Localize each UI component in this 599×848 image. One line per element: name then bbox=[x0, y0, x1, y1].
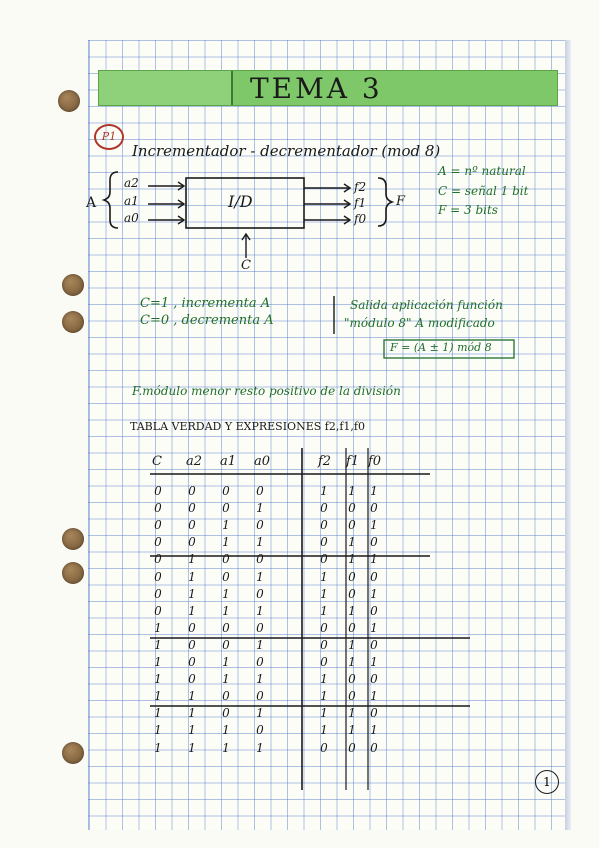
table-cell: 1 bbox=[370, 655, 378, 669]
table-cell: 0 bbox=[256, 620, 264, 635]
table-cell: 1 bbox=[154, 620, 162, 635]
table-cell: 1 bbox=[348, 603, 356, 618]
table-cell: 0 bbox=[188, 518, 196, 533]
table-cell: 0 bbox=[222, 689, 230, 704]
table-cell: 0 bbox=[256, 552, 264, 567]
table-cell: 1 bbox=[370, 620, 378, 635]
table-cell: 0 bbox=[370, 672, 378, 687]
table-cell: 0 bbox=[188, 655, 196, 669]
table-cell: 1 bbox=[348, 655, 356, 669]
table-cell: 0 bbox=[154, 535, 162, 550]
problem-tag: P1 bbox=[94, 124, 124, 150]
table-cell: 0 bbox=[222, 501, 230, 516]
table-cell: 1 bbox=[222, 586, 230, 601]
table-cell: 1 bbox=[320, 689, 328, 704]
table-cell: 0 bbox=[370, 637, 378, 652]
table-cell: 0 bbox=[320, 620, 328, 635]
table-cell: 0 bbox=[370, 706, 378, 721]
table-cell: 1 bbox=[320, 723, 328, 738]
control-label: C bbox=[241, 258, 251, 273]
table-cell: 1 bbox=[320, 484, 328, 498]
table-cell: 1 bbox=[188, 706, 196, 721]
output-f2: f2 bbox=[354, 180, 367, 194]
table-cell: 1 bbox=[256, 501, 264, 516]
table-cell: 1 bbox=[256, 637, 264, 652]
definition-c: C = señal 1 bit bbox=[438, 184, 529, 198]
input-a1: a1 bbox=[124, 194, 139, 208]
table-cell: 0 bbox=[222, 552, 230, 567]
table-cell: 1 bbox=[154, 689, 162, 704]
input-bus-label: A bbox=[86, 195, 97, 211]
table-cell: 1 bbox=[320, 569, 328, 584]
table-header-f2: f2 bbox=[318, 454, 332, 469]
table-cell: 0 bbox=[370, 501, 378, 516]
table-cell: 1 bbox=[222, 535, 230, 550]
table-cell: 1 bbox=[188, 740, 196, 755]
table-cell: 0 bbox=[256, 586, 264, 601]
table-cell: 0 bbox=[188, 501, 196, 516]
input-a2: a2 bbox=[124, 176, 139, 190]
table-cell: 0 bbox=[320, 518, 328, 533]
table-cell: 1 bbox=[348, 552, 356, 567]
table-cell: 0 bbox=[154, 552, 162, 567]
table-cell: 0 bbox=[188, 672, 196, 687]
table-cell: 0 bbox=[154, 484, 162, 498]
table-cell: 0 bbox=[188, 620, 196, 635]
table-cell: 1 bbox=[320, 586, 328, 601]
table-cell: 1 bbox=[370, 586, 378, 601]
table-cell: 1 bbox=[348, 637, 356, 652]
table-cell: 1 bbox=[154, 637, 162, 652]
table-cell: 0 bbox=[348, 740, 356, 755]
output-bus-label: F bbox=[396, 194, 406, 209]
output-note-line1: Salida aplicación función bbox=[350, 298, 503, 312]
table-cell: 1 bbox=[256, 535, 264, 550]
rule-decrement: C=0 , decrementa A bbox=[140, 313, 274, 328]
table-header-f1: f1 bbox=[346, 454, 360, 469]
table-cell: 0 bbox=[256, 518, 264, 533]
formula: F = (A ± 1) mód 8 bbox=[390, 341, 492, 354]
table-cell: 0 bbox=[222, 637, 230, 652]
table-cell: 1 bbox=[256, 706, 264, 721]
table-cell: 1 bbox=[222, 603, 230, 618]
table-cell: 1 bbox=[256, 672, 264, 687]
table-cell: 0 bbox=[370, 740, 378, 755]
table-header-f0: f0 bbox=[368, 454, 382, 469]
table-cell: 0 bbox=[154, 501, 162, 516]
table-cell: 1 bbox=[188, 586, 196, 601]
table-cell: 0 bbox=[154, 518, 162, 533]
table-cell: 1 bbox=[222, 672, 230, 687]
table-cell: 1 bbox=[348, 706, 356, 721]
table-cell: 1 bbox=[370, 723, 378, 738]
table-cell: 0 bbox=[154, 603, 162, 618]
table-cell: 1 bbox=[348, 723, 356, 738]
table-cell: 0 bbox=[256, 655, 264, 669]
table-cell: 0 bbox=[256, 723, 264, 738]
table-cell: 1 bbox=[370, 552, 378, 567]
table-header-a0: a0 bbox=[254, 454, 271, 469]
table-cell: 1 bbox=[222, 740, 230, 755]
table-cell: 0 bbox=[222, 484, 230, 498]
table-cell: 1 bbox=[256, 603, 264, 618]
table-cell: 1 bbox=[188, 552, 196, 567]
table-cell: 0 bbox=[370, 535, 378, 550]
table-cell: 0 bbox=[348, 689, 356, 704]
rule-increment: C=1 , incrementa A bbox=[140, 296, 271, 311]
table-cell: 0 bbox=[320, 501, 328, 516]
table-cell: 0 bbox=[370, 603, 378, 618]
table-cell: 0 bbox=[188, 484, 196, 498]
table-cell: 1 bbox=[256, 569, 264, 584]
page-title: TEMA 3 bbox=[250, 72, 383, 105]
table-cell: 0 bbox=[320, 552, 328, 567]
table-cell: 0 bbox=[320, 535, 328, 550]
table-cell: 0 bbox=[154, 569, 162, 584]
heading: Incrementador - decrementador (mod 8) bbox=[132, 142, 441, 160]
table-cell: 1 bbox=[188, 569, 196, 584]
table-cell: 1 bbox=[222, 723, 230, 738]
table-cell: 0 bbox=[348, 501, 356, 516]
definition-f: F = 3 bits bbox=[438, 203, 498, 217]
table-header-a1: a1 bbox=[220, 454, 237, 469]
output-f0: f0 bbox=[354, 212, 367, 226]
table-cell: 0 bbox=[348, 586, 356, 601]
table-title: TABLA VERDAD Y EXPRESIONES f2,f1,f0 bbox=[130, 420, 365, 433]
table-cell: 1 bbox=[154, 706, 162, 721]
page-number: 1 bbox=[535, 770, 559, 794]
table-cell: 1 bbox=[320, 706, 328, 721]
output-note-line2: "módulo 8" A modificado bbox=[344, 316, 495, 330]
table-cell: 1 bbox=[348, 535, 356, 550]
table-cell: 0 bbox=[320, 637, 328, 652]
table-cell: 0 bbox=[348, 672, 356, 687]
modulo-note: F.módulo menor resto positivo de la división bbox=[132, 384, 401, 398]
table-cell: 0 bbox=[188, 637, 196, 652]
table-cell: 1 bbox=[188, 689, 196, 704]
table-cell: 0 bbox=[370, 569, 378, 584]
definition-a: A = nº natural bbox=[438, 164, 526, 178]
table-cell: 1 bbox=[222, 518, 230, 533]
table-cell: 1 bbox=[348, 484, 356, 498]
table-cell: 0 bbox=[222, 706, 230, 721]
table-cell: 0 bbox=[256, 484, 264, 498]
table-cell: 1 bbox=[154, 740, 162, 755]
table-cell: 1 bbox=[320, 672, 328, 687]
table-cell: 0 bbox=[320, 655, 328, 669]
table-cell: 1 bbox=[256, 740, 264, 755]
table-cell: 0 bbox=[222, 620, 230, 635]
input-a0: a0 bbox=[124, 211, 139, 225]
table-cell: 1 bbox=[154, 655, 162, 669]
output-f1: f1 bbox=[354, 196, 367, 210]
table-cell: 0 bbox=[348, 620, 356, 635]
table-cell: 1 bbox=[154, 723, 162, 738]
table-cell: 0 bbox=[222, 569, 230, 584]
table-cell: 1 bbox=[188, 723, 196, 738]
table-cell: 0 bbox=[320, 740, 328, 755]
table-cell: 1 bbox=[320, 603, 328, 618]
table-cell: 1 bbox=[370, 689, 378, 704]
table-cell: 0 bbox=[256, 689, 264, 704]
table-cell: 1 bbox=[370, 484, 378, 498]
table-cell: 0 bbox=[154, 586, 162, 601]
table-cell: 1 bbox=[222, 655, 230, 669]
table-cell: 0 bbox=[348, 569, 356, 584]
table-header-a2: a2 bbox=[186, 454, 203, 469]
table-cell: 0 bbox=[348, 518, 356, 533]
table-cell: 1 bbox=[370, 518, 378, 533]
table-cell: 0 bbox=[188, 535, 196, 550]
block-label: I/D bbox=[228, 192, 253, 211]
table-header-C: C bbox=[152, 454, 162, 469]
table-cell: 1 bbox=[188, 603, 196, 618]
table-cell: 1 bbox=[154, 672, 162, 687]
